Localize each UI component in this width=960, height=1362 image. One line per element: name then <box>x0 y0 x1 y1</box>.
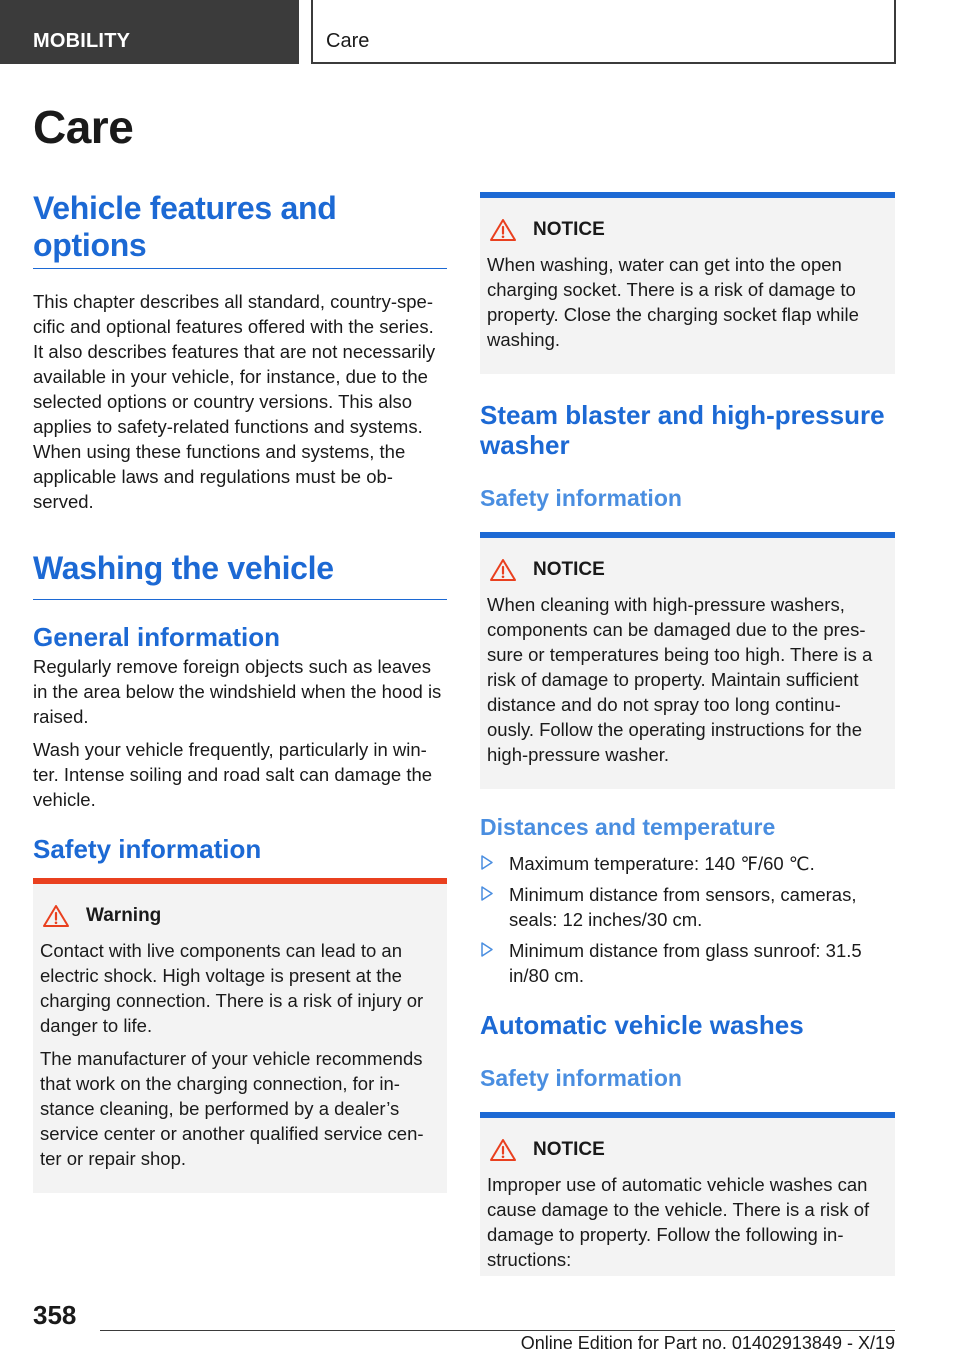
list-item <box>480 938 895 988</box>
notice-title-row <box>487 1138 887 1162</box>
distances-list <box>480 851 895 988</box>
footer-rule <box>100 1330 895 1331</box>
warning-box <box>33 878 447 1193</box>
triangle-right-icon <box>480 941 494 958</box>
warning-triangle-icon <box>489 218 517 242</box>
list-item-text: Minimum distance from glass sunroof: 31.5 in/80 cm. <box>509 940 862 986</box>
triangle-right-icon <box>480 885 494 902</box>
page-number: 358 <box>33 1300 77 1330</box>
washing-heading: Washing the vehicle <box>33 550 447 600</box>
chapter-tab <box>311 0 896 64</box>
automatic-safety-heading: Safety information <box>480 1065 682 1091</box>
general-info-p2: Wash your vehicle frequently, particularly in win-ter. Intense soiling and road salt can damage the vehicle. <box>33 739 433 810</box>
notice-automatic-washes <box>480 1112 895 1276</box>
warning-triangle-icon <box>489 1138 517 1162</box>
safety-info-heading: Safety information <box>33 834 262 864</box>
chapter-label: Care <box>326 30 370 52</box>
footer-edition: Online Edition for Part no. 01402913849 - X/19 <box>520 1333 895 1353</box>
automatic-washes-heading: Automatic vehicle washes <box>480 1010 804 1040</box>
list-item <box>480 882 895 932</box>
section-label: MOBILITY <box>33 30 131 52</box>
page-title: Care <box>33 101 134 153</box>
warning-p1: Contact with live components can lead to an electric shock. High voltage is present at the charging connection. There is a risk of injury or danger to life. <box>40 940 424 1036</box>
notice-charging-socket <box>480 192 895 374</box>
left-column <box>33 190 447 1193</box>
right-column <box>480 192 895 1276</box>
triangle-right-icon <box>480 854 494 871</box>
vehicle-features-text: This chapter describes all standard, country-spe-cific and optional features offered with the series. It also describes features that are not necessarily available in your vehicle, for instance, due to the selected options or country versions. This also applies to safety-related functions and systems. When using these functions and systems, the applicable laws and regulations must be ob-served. <box>33 291 436 512</box>
warning-triangle-icon <box>489 558 517 582</box>
general-info-heading: General information <box>33 622 281 652</box>
notice-title: NOTICE <box>533 219 605 240</box>
notice-high-pressure <box>480 532 895 789</box>
warning-triangle-icon <box>42 904 70 928</box>
notice-title: NOTICE <box>533 559 605 580</box>
notice-text: When washing, water can get into the open charging socket. There is a risk of damage to property. Close the charging socket flap while washing. <box>487 254 859 350</box>
steam-safety-heading: Safety information <box>480 485 682 511</box>
warning-title: Warning <box>86 905 162 926</box>
warning-title-row <box>40 904 439 928</box>
notice-title-row <box>487 558 887 582</box>
list-item <box>480 851 895 876</box>
list-item-text: Minimum distance from sensors, cameras, seals: 12 inches/30 cm. <box>509 884 857 930</box>
distances-heading: Distances and temperature <box>480 814 776 840</box>
notice-title-row <box>487 218 887 242</box>
steam-blaster-heading: Steam blaster and high-pressure washer <box>480 400 885 460</box>
vehicle-features-rule <box>33 268 447 269</box>
warning-p2: The manufacturer of your vehicle recommends that work on the charging connection, for in-stance cleaning, be performed by a dealer’s service center or another qualified service cen-ter or repair shop. <box>40 1048 424 1169</box>
notice-text: Improper use of automatic vehicle washes can cause damage to the vehicle. There is a risk of damage to property. Follow the following in-structions: <box>487 1174 870 1270</box>
vehicle-features-heading: Vehicle features and options <box>33 190 337 263</box>
notice-text: When cleaning with high-pressure washers, components can be damaged due to the pres-sure or temperatures being too high. There is a risk of damage to property. Maintain sufficient distance and do not spray too long continu-ously. Follow the operating instructions for the high-pressure washer. <box>487 594 873 765</box>
general-info-p1: Regularly remove foreign objects such as leaves in the area below the windshield when the hood is raised. <box>33 656 442 727</box>
list-item-text: Maximum temperature: 140 ℉/60 ℃. <box>509 853 815 874</box>
notice-title: NOTICE <box>533 1139 605 1160</box>
section-tab <box>0 0 299 64</box>
